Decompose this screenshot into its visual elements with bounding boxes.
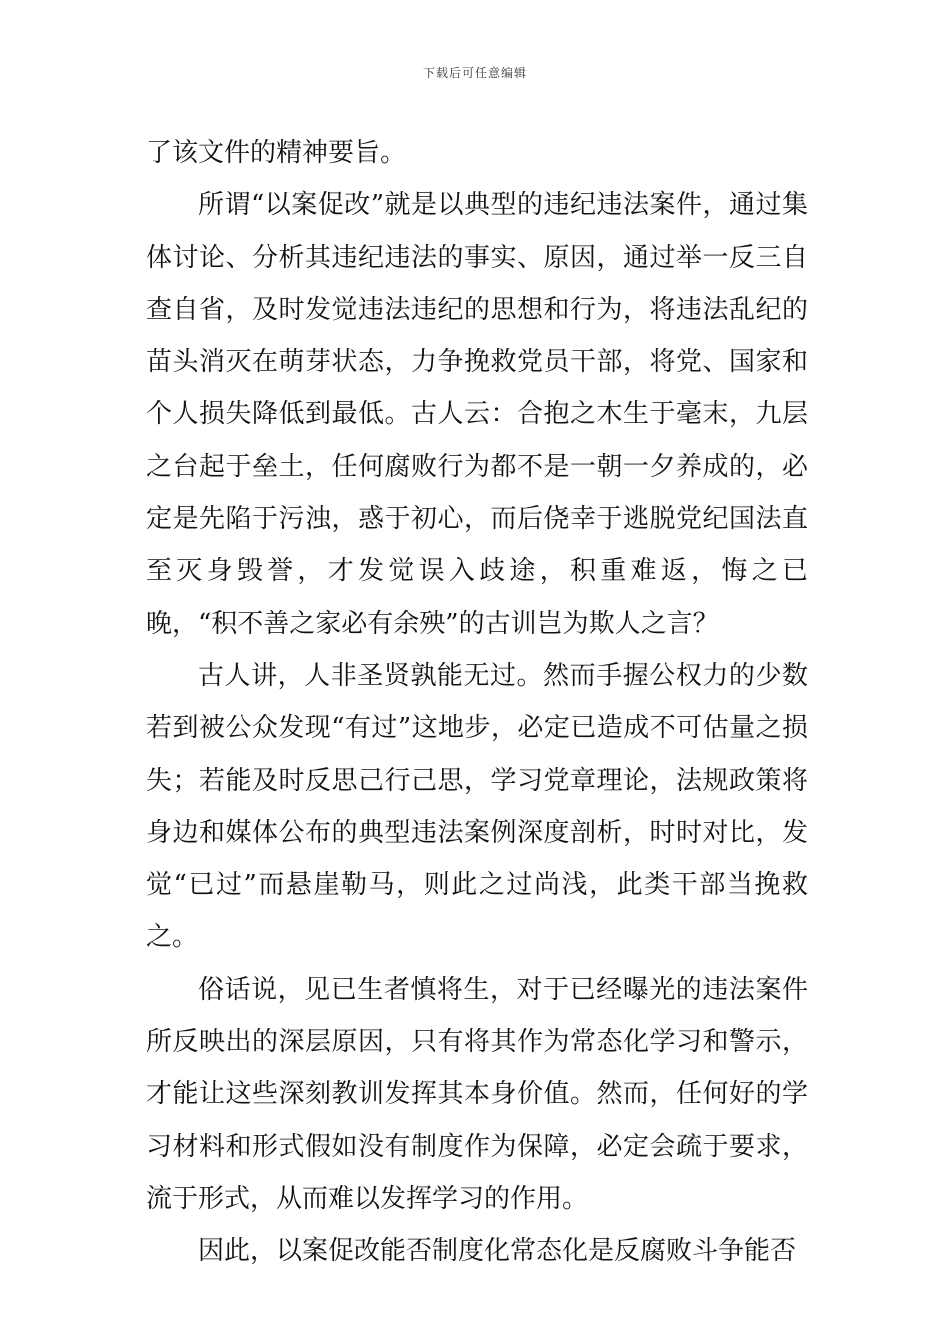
paragraph-continuation: 了该文件的精神要旨。 [146,138,407,168]
paragraph-case-definition: 所谓“以案促改”就是以典型的违纪违法案件，通过集体讨论、分析其违纪违法的事实、原因，通过举一反三自查自省，及时发觉违法违纪的思想和行为，将违法乱纪的苗头消灭在萌芽状态，力争挽救党员干部，将党、国家和个人损失降低到最低。古人云：合抱之木生于毫末，九层之台起于垒土，任何腐败行为都不是一朝一夕养成的，必定是先陷于污浊，惑于初心，而后侥幸于逃脱党纪国法直至灭身毁誉，才发觉误入歧途，积重难返，悔之已晚，“积不善之家必有余殃”的古训岂为欺人之言？ [146,190,808,639]
paragraph-proverb: 俗话说，见已生者慎将生，对于已经曝光的违法案件所反映出的深层原因，只有将其作为常态化学习和警示，才能让这些深刻教训发挥其本身价值。然而，任何好的学习材料和形式假如没有制度作为保障，必定会疏于要求，流于形式，从而难以发挥学习的作用。 [146,974,808,1214]
page-header-note: 下载后可任意编辑 [422,66,527,80]
paragraph-conclusion: 因此，以案促改能否制度化常态化是反腐败斗争能否 [198,1236,797,1267]
document-body [146,127,808,1278]
paragraph-ancients-saying: 古人讲，人非圣贤孰能无过。然而手握公权力的少数若到被公众发现“有过”这地步，必定已造成不可估量之损失；若能及时反思己行己思，学习党章理论，法规政策将身边和媒体公布的典型违法案例深度剖析，时时对比，发觉“已过”而悬崖勒马，则此之过尚浅，此类干部当挽救之。 [146,660,808,953]
